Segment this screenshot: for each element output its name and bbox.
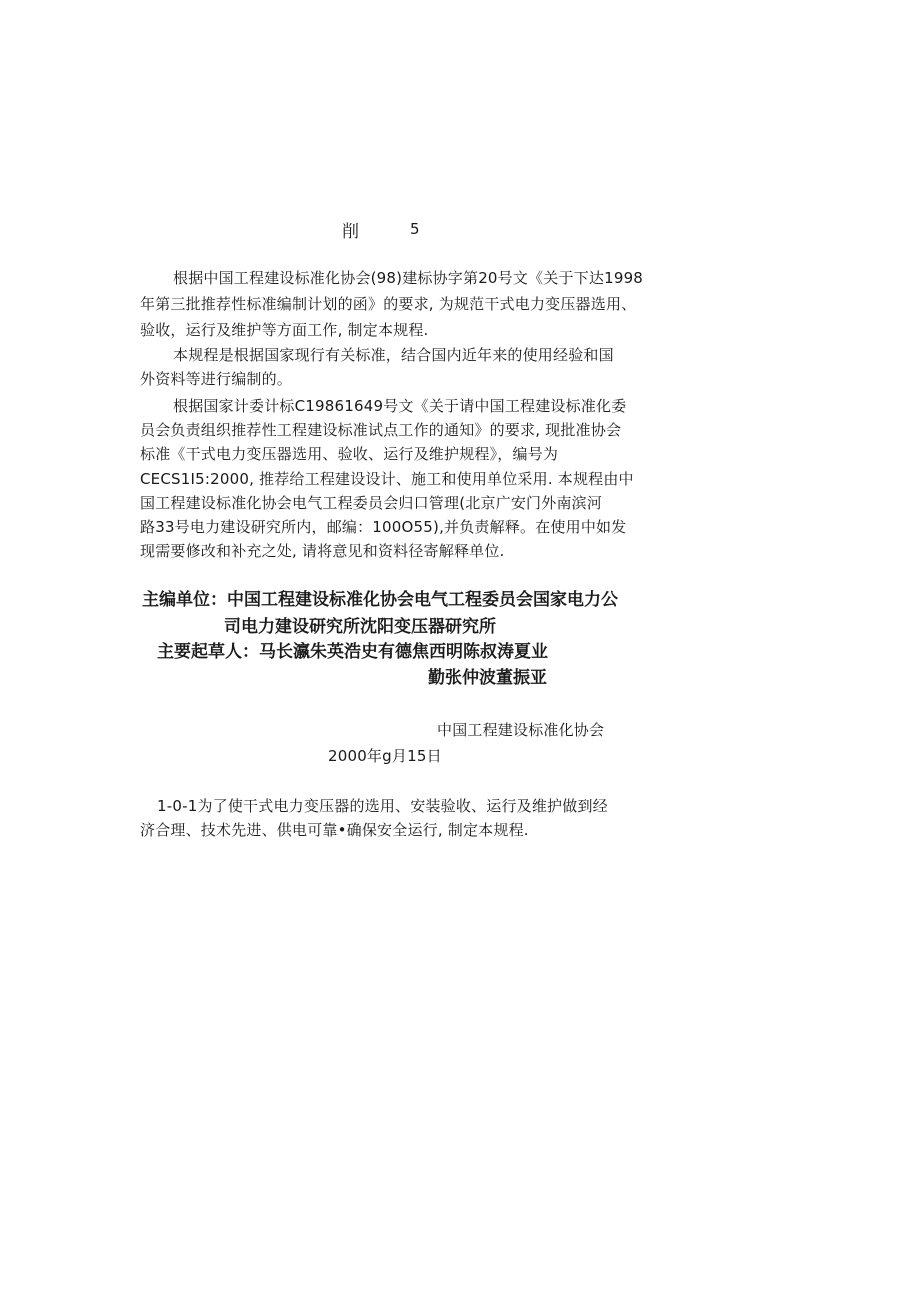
paragraph-line: 根据国家计委计标C19861649号文《关于请中国工程建设标准化委 xyxy=(173,397,627,415)
paragraph-line: 根据中国工程建设标准化协会(98)建标协字第20号文《关于下达1998 xyxy=(173,269,644,287)
paragraph-line: 员会负责组织推荐性工程建设标准试点工作的通知》的要求, 现批准协会 xyxy=(140,421,622,439)
signature-organization: 中国工程建设标准化协会 xyxy=(437,721,605,739)
paragraph-line: 年第三批推荐性标准编制计划的函》的要求, 为规范干式电力变压器选用、 xyxy=(140,295,637,313)
drafters-line: 主要起草人：马长瀛朱英浩史有德焦西明陈叔涛夏业 xyxy=(157,642,548,662)
paragraph-line: CECS1I5:2000, 推荐给工程建设设计、施工和使用单位采用. 本规程由中 xyxy=(140,470,634,488)
drafters-line: 勤张仲波董振亚 xyxy=(428,668,547,688)
chief-editors-line: 主编单位：中国工程建设标准化协会电气工程委员会国家电力公 xyxy=(142,590,618,610)
paragraph-line: 现需要修改和补充之处, 请将意见和资料径寄解释单位. xyxy=(140,542,505,560)
paragraph-line: 验收，运行及维护等方面工作, 制定本规程. xyxy=(140,321,429,339)
chief-editors-line: 司电力建设研究所沈阳变压器研究所 xyxy=(224,617,496,637)
page-number: 5 xyxy=(410,220,420,238)
clause-line: 济合理、技术先进、供电可靠•确保安全运行, 制定本规程. xyxy=(140,821,529,839)
paragraph-line: 本规程是根据国家现行有关标准，结合国内近年来的使用经验和国 xyxy=(173,346,614,364)
signature-date: 2000年g月15日 xyxy=(328,747,442,765)
paragraph-line: 标准《干式电力变压器选用、验收、运行及维护规程》，编号为 xyxy=(140,445,559,463)
clause-line: 1-0-1为了使干式电力变压器的选用、安装验收、运行及维护做到经 xyxy=(157,797,608,815)
paragraph-line: 国工程建设标准化协会电气工程委员会归口管理(北京广安门外南滨河 xyxy=(140,494,603,512)
paragraph-line: 路33号电力建设研究所内，邮编：100O55),并负责解释。在使用中如发 xyxy=(140,518,627,536)
paragraph-line: 外资料等进行编制的。 xyxy=(140,370,293,388)
page-title: 削 xyxy=(342,222,359,242)
